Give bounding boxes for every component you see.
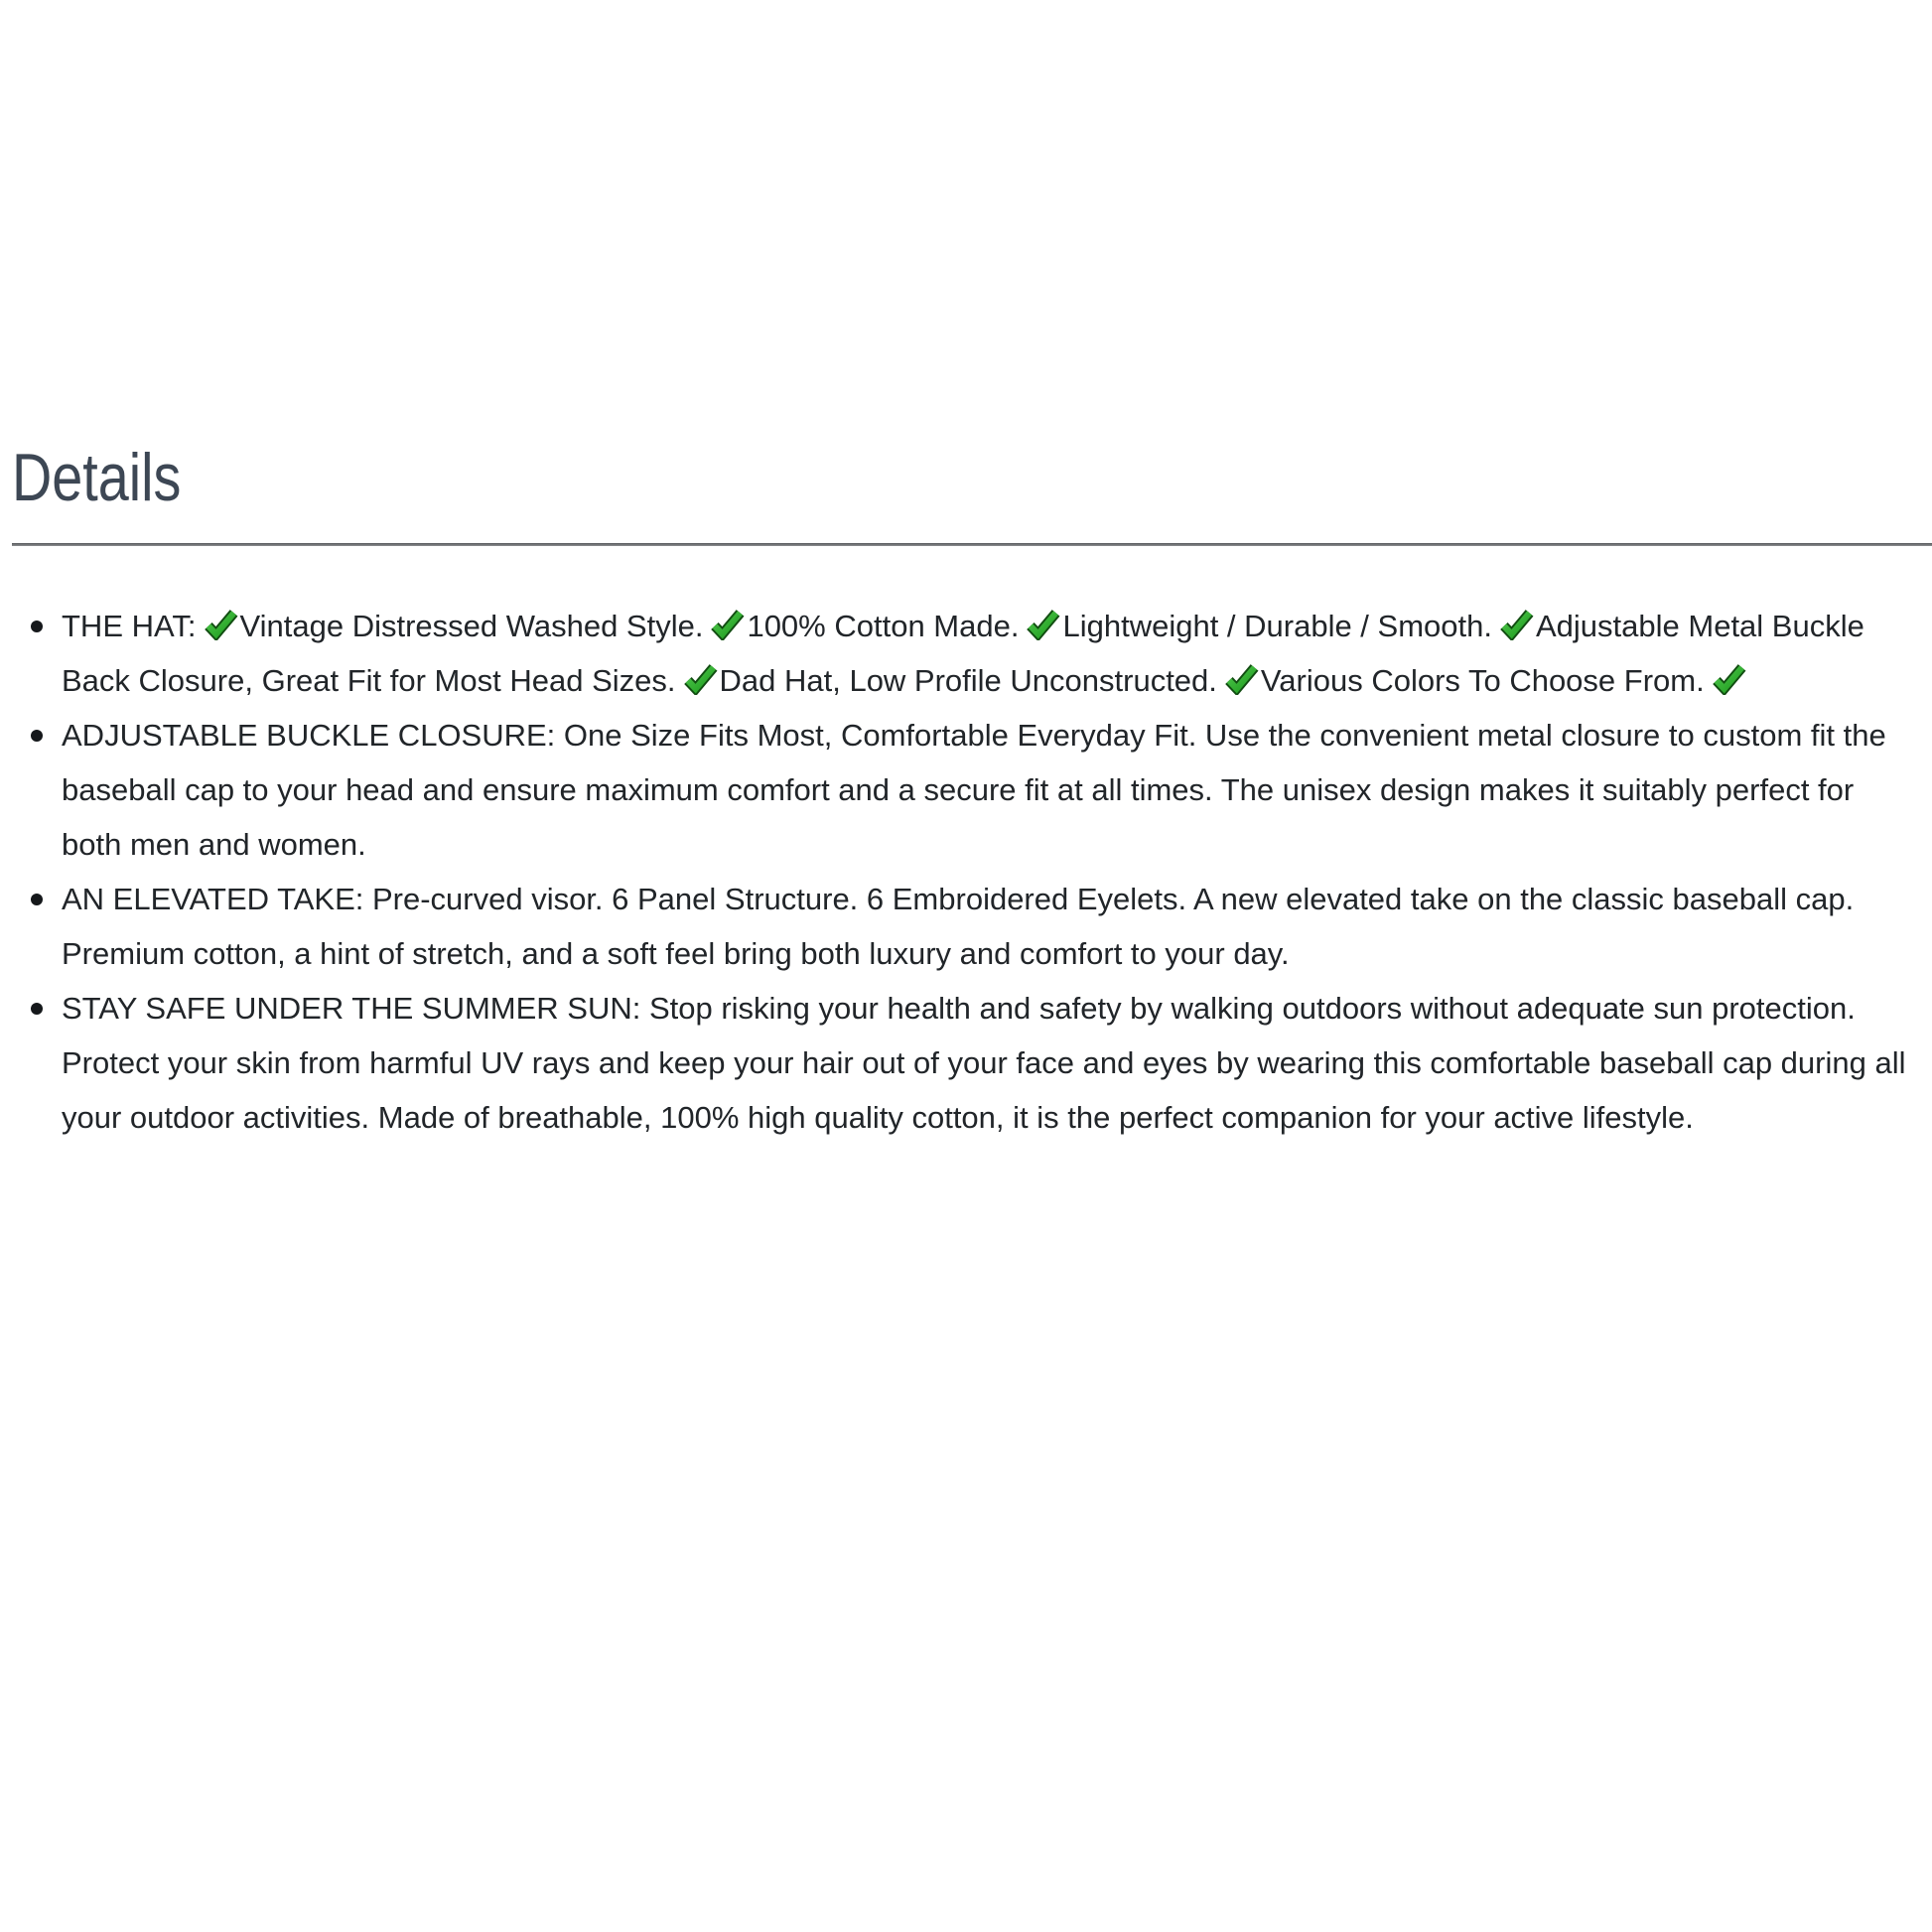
bullet-text-segment: ADJUSTABLE BUCKLE CLOSURE: One Size Fits Most, Comfortable Everyday Fit. Use the convenient metal closure to custom fit the baseball cap to your head and ensure maximum comfort and a secure fit at all times. The unisex design makes it suitably perfect for both men and women.: [62, 718, 1886, 862]
bullet-text-segment: Various Colors To Choose From.: [1260, 663, 1705, 698]
details-bullet-item: [0, 872, 1932, 981]
details-bullet-list: [0, 599, 1932, 1145]
check-icon: [1499, 610, 1534, 640]
bullet-text-segment: Lightweight / Durable / Smooth.: [1062, 609, 1492, 643]
details-bullet-item: [0, 708, 1932, 872]
details-bullet-item: [0, 599, 1932, 708]
bullet-text-segment: Dad Hat, Low Profile Unconstructed.: [719, 663, 1217, 698]
check-icon: [1026, 610, 1060, 640]
bullet-text-segment: STAY SAFE UNDER THE SUMMER SUN: Stop risking your health and safety by walking outdoors without adequate sun protection. Protect your skin from harmful UV rays and keep your hair out of your face and eyes by wearing this comfortable baseball cap during all your outdoor activities. Made of breathable, 100% high quality cotton, it is the perfect companion for your active lifestyle.: [62, 991, 1906, 1135]
check-icon: [1224, 664, 1259, 695]
bullet-text-segment: Vintage Distressed Washed Style.: [239, 609, 704, 643]
details-heading: [0, 0, 1932, 515]
details-heading-text: Details: [12, 440, 182, 515]
bullet-text-segment: 100% Cotton Made.: [747, 609, 1020, 643]
check-icon: [710, 610, 745, 640]
details-bullet-item: [0, 981, 1932, 1145]
check-icon: [683, 664, 718, 695]
check-icon: [204, 610, 238, 640]
details-divider: [12, 543, 1932, 546]
bullet-text-segment: AN ELEVATED TAKE: Pre-curved visor. 6 Panel Structure. 6 Embroidered Eyelets. A new elevated take on the classic baseball cap. Premium cotton, a hint of stretch, and a soft feel bring both luxury and comfort to your day.: [62, 882, 1855, 971]
bullet-text-segment: THE HAT:: [62, 609, 197, 643]
bullet-text-segment: Adjustable Metal Buckle Back Closure, Great Fit for Most Head Sizes.: [62, 609, 1864, 698]
check-icon: [1712, 664, 1746, 695]
